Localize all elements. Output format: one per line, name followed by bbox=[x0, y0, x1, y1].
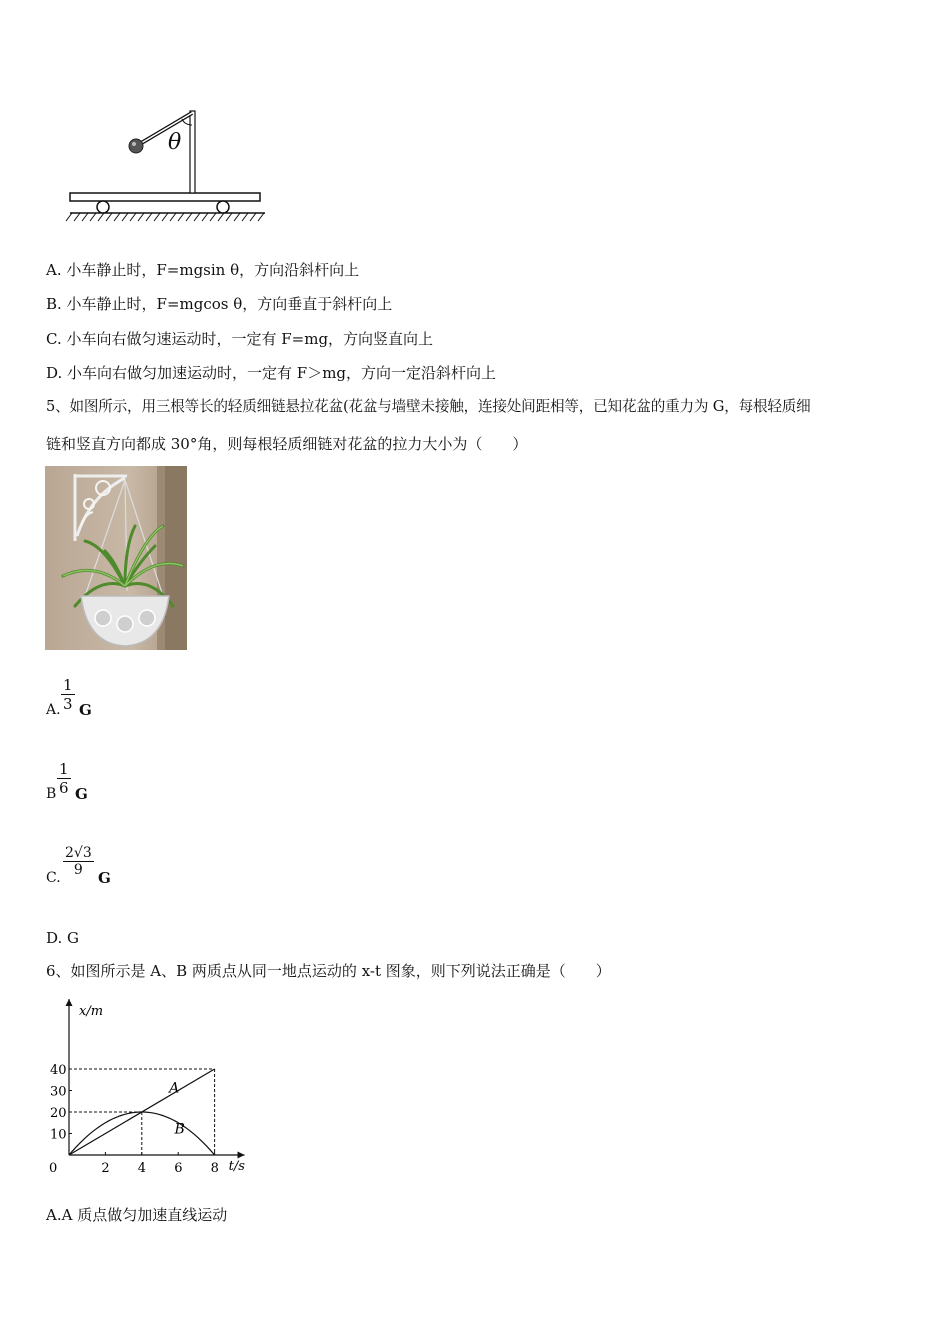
x-tick-label: 8 bbox=[210, 1161, 219, 1175]
q5-stem-line1: 5、如图所示，用三根等长的轻质细链悬拉花盆(花盆与墙壁未接触，连接处间距相等，已知花盆的重力为 G，每根轻质细 bbox=[46, 398, 811, 415]
q5-option-a-unit: G bbox=[79, 701, 92, 719]
q4-option-c: C. 小车向右做匀速运动时，一定有 F=mg，方向竖直向上 bbox=[46, 330, 434, 348]
q4-option-b: B. 小车静止时，F=mgcos θ，方向垂直于斜杆向上 bbox=[46, 295, 393, 313]
q6-option-a: A.A 质点做匀加速直线运动 bbox=[46, 1206, 228, 1224]
series-b-label: B bbox=[174, 1121, 185, 1138]
y-tick-label: 30 bbox=[50, 1084, 67, 1100]
x-tick-label: 2 bbox=[101, 1161, 110, 1175]
q5-option-c-unit: G bbox=[98, 869, 111, 887]
xt-chart bbox=[45, 995, 260, 1175]
q5-option-a-letter: A. bbox=[46, 702, 61, 718]
q5-option-a-fraction: $\frac{1}{3}$ bbox=[63, 676, 73, 713]
theta-label: θ bbox=[168, 130, 182, 155]
q4-option-d: D. 小车向右做匀加速运动时，一定有 F＞mg，方向一定沿斜杆向上 bbox=[46, 364, 497, 382]
hanging-flowerpot-photo bbox=[45, 466, 187, 650]
q6-stem: 6、如图所示是 A、B 两质点从同一地点运动的 x-t 图象，则下列说法正确是（ ） bbox=[46, 962, 611, 980]
cart-figure bbox=[60, 100, 270, 230]
q5-option-b-fraction: $\frac{1}{6}$ bbox=[59, 760, 69, 797]
y-tick-label: 10 bbox=[50, 1127, 67, 1143]
y-axis-label: x/m bbox=[79, 1004, 104, 1019]
q5-option-b-letter: B bbox=[46, 786, 57, 802]
q5-option-c-letter: C. bbox=[46, 870, 61, 886]
x-tick-label: 0 bbox=[49, 1161, 58, 1175]
q5-option-d: D. G bbox=[46, 929, 80, 947]
series-a-label: A bbox=[169, 1080, 180, 1097]
q5-option-c-fraction: $\frac{2√3}{9}$ bbox=[65, 845, 92, 878]
y-tick-label: 20 bbox=[50, 1106, 67, 1121]
x-axis-label: t/s bbox=[228, 1159, 245, 1174]
y-tick-label: 40 bbox=[50, 1063, 67, 1078]
x-tick-label: 4 bbox=[137, 1161, 147, 1175]
x-tick-label: 6 bbox=[174, 1161, 183, 1175]
q5-option-b-unit: G bbox=[75, 785, 88, 803]
q5-stem-line2: 链和竖直方向都成 30°角，则每根轻质细链对花盆的拉力大小为（ ） bbox=[46, 435, 528, 453]
q4-option-a: A. 小车静止时，F=mgsin θ，方向沿斜杆向上 bbox=[46, 261, 360, 279]
